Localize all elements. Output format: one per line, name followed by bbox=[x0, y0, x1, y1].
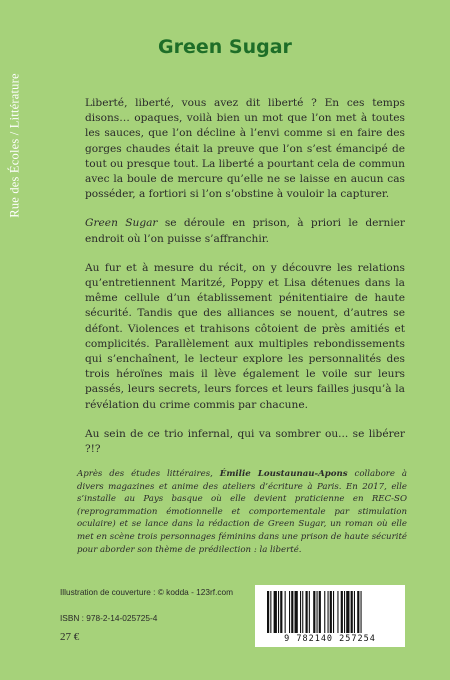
blurb-paragraph-1: Liberté, liberté, vous avez dit liberté ? En ces temps disons… opaques, voilà bien un mot que l’on met à toutes les sauces, que l’on décline à l’envi comme si en faire des gorges chaudes était la preuve que l’on s’est émancipé de tout ou presque tout. La liberté a pourtant cela de commun avec la boule de mercure qu’elle ne se laisse en aucun cas posséder, a fortiori si l’on s’obstine à vouloir la capturer. bbox=[85, 97, 405, 201]
blurb-paragraph-3: Au fur et à mesure du récit, on y découvre les relations qu’entretiennent Maritzé, Poppy et Lisa détenues dans la même cellule d’un établissement pénitentiaire de haute sécurité. Tandis que des alliances se nouent, d’autres se défont. Violences et trahisons côtoient de près amitiés et complicités. Parallèlement aux multiples rebondissements qui s’enchaînent, le lecteur explore les personnalités des trois héroïnes mais il lève également le voile sur leurs passés, leurs secrets, leurs forces et leurs failles jusqu’à la révélation du crime commis par chacune. bbox=[85, 261, 405, 411]
blurb-paragraph-4: Au sein de ce trio infernal, qui va sombrer ou... se libérer ?!? bbox=[85, 427, 405, 456]
barcode-number: 9 782140 257254 bbox=[284, 634, 376, 644]
blurb-paragraph-2 bbox=[85, 216, 405, 246]
book-title: Green Sugar bbox=[158, 36, 292, 58]
series-label bbox=[4, 30, 26, 260]
price: 27 € bbox=[60, 631, 80, 643]
blurb-paragraph-2-text: se déroule en prison, à priori le dernier endroit où l’on puisse s’affranchir. bbox=[85, 217, 405, 245]
author-bio bbox=[77, 468, 407, 556]
author-bio-intro: Après des études littéraires, bbox=[77, 469, 220, 479]
cover-credit: Illustration de couverture : © kodda - 123rf.com bbox=[60, 587, 234, 597]
author-name: Émilie Loustaunau-Apons bbox=[219, 469, 348, 479]
barcode bbox=[255, 585, 405, 647]
blurb bbox=[85, 96, 405, 471]
series-label-text: Rue des Écoles / Littérature bbox=[7, 72, 22, 218]
isbn: ISBN : 978-2-14-025725-4 bbox=[60, 613, 158, 623]
blurb-title-italic: Green Sugar bbox=[85, 217, 158, 230]
author-bio-text: collabore à divers magazines et anime des ateliers d’écriture à Paris. En 2017, elle s’installe au Pays basque où elle devient praticienne en REC-SO (reprogrammation émotionnelle et comportementale par stimulation oculaire) et se lance dans la rédaction de Green Sugar, un roman où elle met en scène trois personnages féminins dans une prison de haute sécurité pour aborder son thème de prédilection : la liberté. bbox=[77, 469, 407, 555]
barcode-bars bbox=[267, 591, 393, 633]
